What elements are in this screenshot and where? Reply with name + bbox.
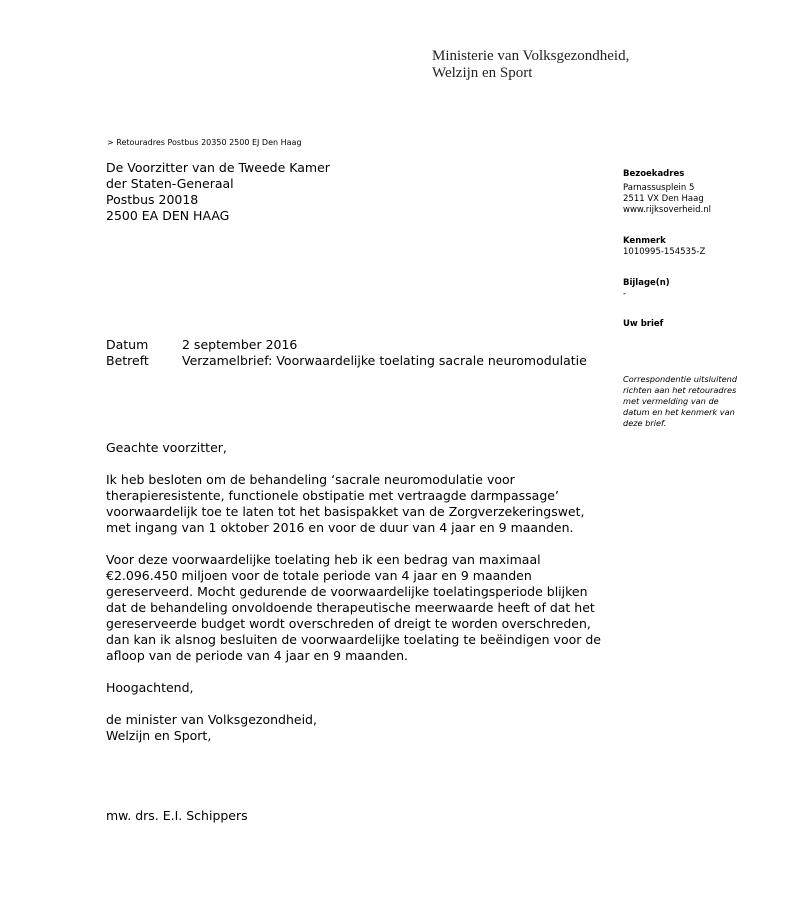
- uw-brief-label: Uw brief: [623, 319, 664, 329]
- kenmerk-value: 1010995-154535-Z: [623, 247, 706, 257]
- uw-brief-block: [623, 319, 663, 330]
- closing: Hoogachtend,: [106, 680, 194, 695]
- subject-row: [106, 353, 587, 369]
- ministry-logo: [432, 48, 629, 82]
- signer-name: mw. drs. E.I. Schippers: [106, 808, 248, 823]
- logo-line-2: Welzijn en Sport: [432, 65, 533, 81]
- greeting: Geachte voorzitter,: [106, 440, 227, 455]
- visit-address-block: [623, 169, 711, 216]
- note-line-4: datum en het kenmerk van: [623, 407, 735, 417]
- date-value: 2 september 2016: [182, 337, 298, 352]
- paragraph-decision: Ik heb besloten om de behandeling ‘sacrale neuromodulatie voor therapieresistente, functionele obstipatie met vertraagde darmpassage’ voorwaardelijk toe te laten tot het basispakket van de Zorgverzekeringswet, met ingang van 1 oktober 2016 en voor de duur van 4 jaar en 9 maanden.: [106, 472, 585, 535]
- signer-line-2: Welzijn en Sport,: [106, 728, 212, 743]
- bijlage-label: Bijlage(n): [623, 278, 670, 288]
- addressee-line-3: Postbus 20018: [106, 192, 199, 207]
- visit-address-website: www.rijksoverheid.nl: [623, 205, 711, 215]
- addressee-line-4: 2500 EA DEN HAAG: [106, 208, 230, 223]
- signer-line-1: de minister van Volksgezondheid,: [106, 712, 317, 727]
- letter-body: [106, 440, 611, 744]
- logo-line-1: Ministerie van Volksgezondheid,: [432, 48, 630, 64]
- bijlage-block: [623, 278, 670, 300]
- letter-meta: [106, 337, 587, 369]
- return-address: > Retouradres Postbus 20350 2500 EJ Den Haag: [107, 138, 302, 147]
- date-row: [106, 337, 587, 353]
- note-line-5: deze brief.: [623, 418, 667, 428]
- note-line-1: Correspondentie uitsluitend: [623, 374, 738, 384]
- addressee-line-2: der Staten-Generaal: [106, 176, 234, 191]
- correspondence-note: [623, 374, 737, 429]
- addressee-block: [106, 160, 330, 224]
- date-label: Datum: [106, 337, 149, 352]
- signer-title: [106, 712, 611, 744]
- kenmerk-label: Kenmerk: [623, 236, 666, 246]
- visit-address-label: Bezoekadres: [623, 169, 685, 179]
- note-line-3: met vermelding van de: [623, 396, 719, 406]
- note-line-2: richten aan het retouradres: [623, 385, 737, 395]
- subject-label: Betreft: [106, 353, 149, 368]
- addressee-line-1: De Voorzitter van de Tweede Kamer: [106, 160, 330, 175]
- paragraph-budget: Voor deze voorwaardelijke toelating heb ik een bedrag van maximaal €2.096.450 miljoen voor de totale periode van 4 jaar en 9 maanden gereserveerd. Mocht gedurende de voorwaardelijke toelatingsperiode blijken dat de behandeling onvoldoende therapeutische meerwaarde heeft of dat het gereserveerde budget wordt overschreden of dreigt te worden overschreden, dan kan ik alsnog besluiten de voorwaardelijke toelating te beëindigen voor de afloop van de periode van 4 jaar en 9 maanden.: [106, 552, 601, 663]
- bijlage-value: -: [623, 289, 627, 299]
- kenmerk-block: [623, 236, 705, 258]
- visit-address-line-1: Parnassusplein 5: [623, 183, 695, 193]
- subject-value: Verzamelbrief: Voorwaardelijke toelating sacrale neuromodulatie: [182, 353, 587, 368]
- visit-address-line-2: 2511 VX Den Haag: [623, 194, 704, 204]
